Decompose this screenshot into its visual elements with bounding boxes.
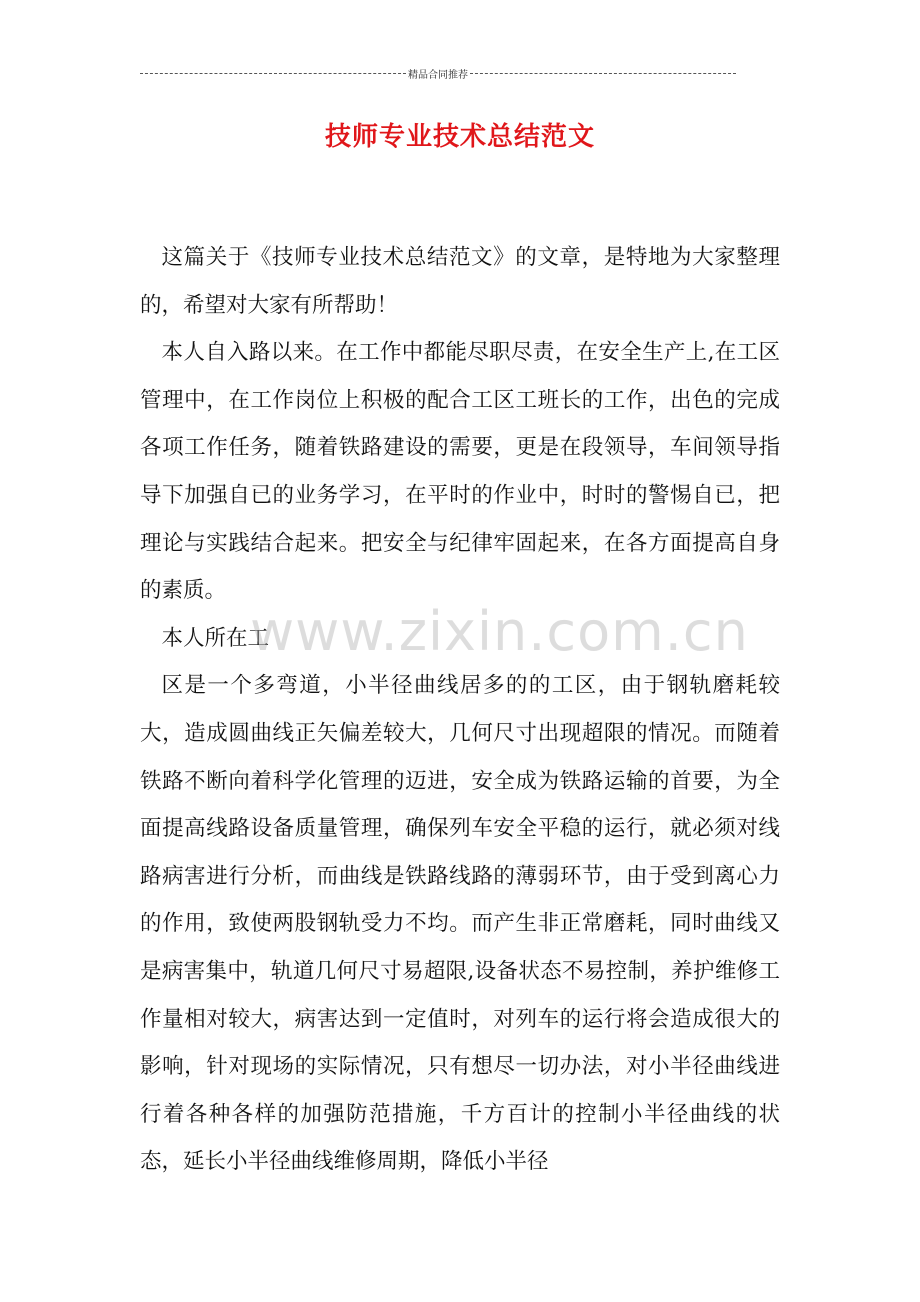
paragraph-1: 本人自入路以来。在工作中都能尽职尽责，在安全生产上,在工区管理中，在工作岗位上积极的配合工区工班长的工作，出色的完成各项工作任务，随着铁路建设的需要，更是在段领导，车间领导指导下加强自已的业务学习，在平时的作业中，时时的警惕自已，把理论与实践结合起来。把安全与纪律牢固起来，在各方面提高自身的素质。 bbox=[140, 340, 780, 604]
header-dash-right bbox=[470, 73, 736, 74]
watermark: www.zixin.com.cn bbox=[250, 600, 749, 663]
header-dash-left bbox=[140, 73, 406, 74]
paragraph-3: 区是一个多弯道，小半径曲线居多的的工区，由于钢轨磨耗较大，造成圆曲线正矢偏差较大，几何尺寸出现超限的情况。而随着铁路不断向着科学化管理的迈进，安全成为铁路运输的首要，为全面提高线路设备质量管理，确保列车安全平稳的运行，就必须对线路病害进行分析，而曲线是铁路线路的薄弱环节，由于受到离心力的作用，致使两股钢轨受力不均。而产生非正常磨耗，同时曲线又是病害集中，轨道几何尺寸易超限,设备状态不易控制，养护维修工作量相对较大，病害达到一定值时，对列车的运行将会造成很大的影响，针对现场的实际情况，只有想尽一切办法，对小半径曲线进行着各种各样的加强防范措施，千方百计的控制小半径曲线的状态，延长小半径曲线维修周期，降低小半径 bbox=[140, 673, 780, 1175]
document-body bbox=[140, 234, 780, 1186]
document-title: 技师专业技术总结范文 bbox=[324, 122, 595, 152]
paragraph-intro: 这篇关于《技师专业技术总结范文》的文章，是特地为大家整理的，希望对大家有所帮助！ bbox=[140, 245, 780, 318]
page-header bbox=[140, 66, 736, 81]
header-label: 精品合同推荐 bbox=[408, 70, 468, 81]
paragraph-2: 本人所在工 bbox=[161, 625, 270, 651]
